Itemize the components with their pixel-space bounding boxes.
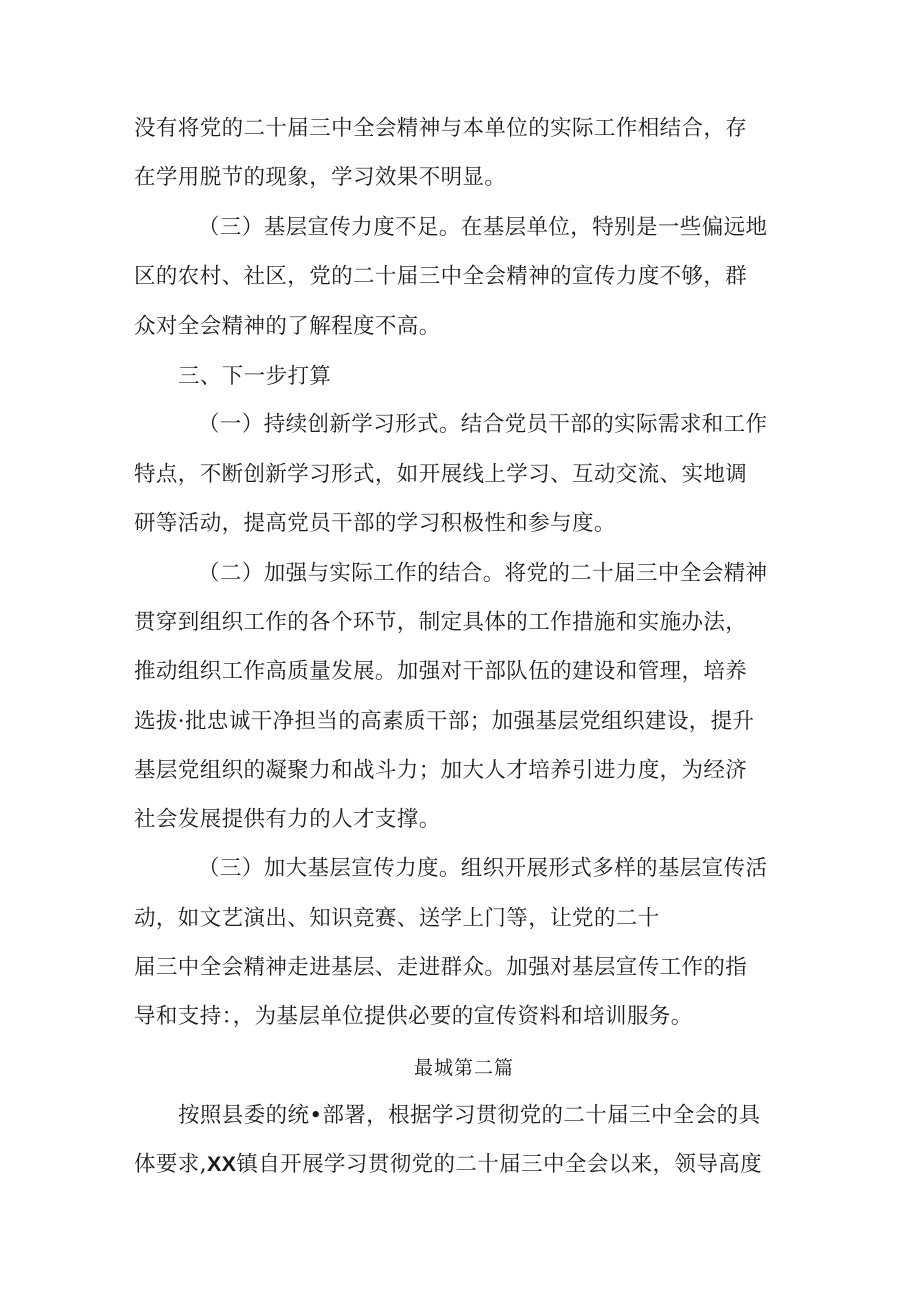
paragraph-line: 研等活动，提高党员干部的学习积极性和参与度。 xyxy=(134,511,616,536)
paragraph-line: 在学用脱节的现象，学习效果不明显。 xyxy=(134,165,507,190)
line-prefix: 体要求, xyxy=(134,1152,207,1177)
paragraph-line: 动，如文艺演出、知识竞赛、送学上门等，让党的二十 xyxy=(134,906,660,931)
paragraph-line: 特点，不断创新学习形式，如开展线上学习、互动交流、实地调 xyxy=(134,462,748,487)
paragraph-line: 社会发展提供有力的人才支撑。 xyxy=(134,807,441,832)
paragraph-line: （一）持续创新学习形式。结合党员干部的实际需求和工作 xyxy=(198,412,768,437)
paragraph-line: 选拔·批忠诚干净担当的高素质干部；加强基层党组织建设，提升 xyxy=(134,709,755,734)
paragraph-line: 推动组织工作高质量发展。加强对干部队伍的建设和管理，培养 xyxy=(134,659,748,684)
paragraph-line: 区的农村、社区，党的二十届三中全会精神的宣传力度不够，群 xyxy=(134,264,748,289)
section-heading: 三、下一步打算 xyxy=(178,364,332,389)
paragraph-line: （二）加强与实际工作的结合。将党的二十届三中全会精神 xyxy=(198,561,768,586)
paragraph-line xyxy=(134,1154,762,1176)
paragraph-line: 按照县委的统•部署，根据学习贯彻党的二十届三中全会的具 xyxy=(178,1103,761,1128)
document-body xyxy=(134,0,794,1301)
line-suffix: 镇自开展学习贯彻党的二十届三中全会以来，领导高度 xyxy=(236,1152,763,1177)
paragraph-line: （三）加大基层宣传力度。组织开展形式多样的基层宣传活 xyxy=(198,856,768,881)
paragraph-line: 届三中全会精神走进基层、走进群众。加强对基层宣传工作的指 xyxy=(134,955,748,980)
paragraph-line: 导和支持：，为基层单位提供必要的宣传资料和培训服务。 xyxy=(134,1004,693,1029)
paragraph-line: 基层党组织的凝聚力和战斗力；加大人才培养引进力度，为经济 xyxy=(134,758,748,783)
article-title: 最城第二篇 xyxy=(413,1057,514,1079)
paragraph-line: 贯穿到组织工作的各个环节，制定具体的工作措施和实施办法， xyxy=(134,610,748,635)
placeholder-xx: XX xyxy=(206,1152,237,1176)
paragraph-line: 众对全会精神的了解程度不高。 xyxy=(134,314,441,339)
paragraph-line: 没有将党的二十届三中全会精神与本单位的实际工作相结合，存 xyxy=(134,116,748,141)
paragraph-line: （三）基层宣传力度不足。在基层单位，特别是一些偏远地 xyxy=(198,215,768,240)
